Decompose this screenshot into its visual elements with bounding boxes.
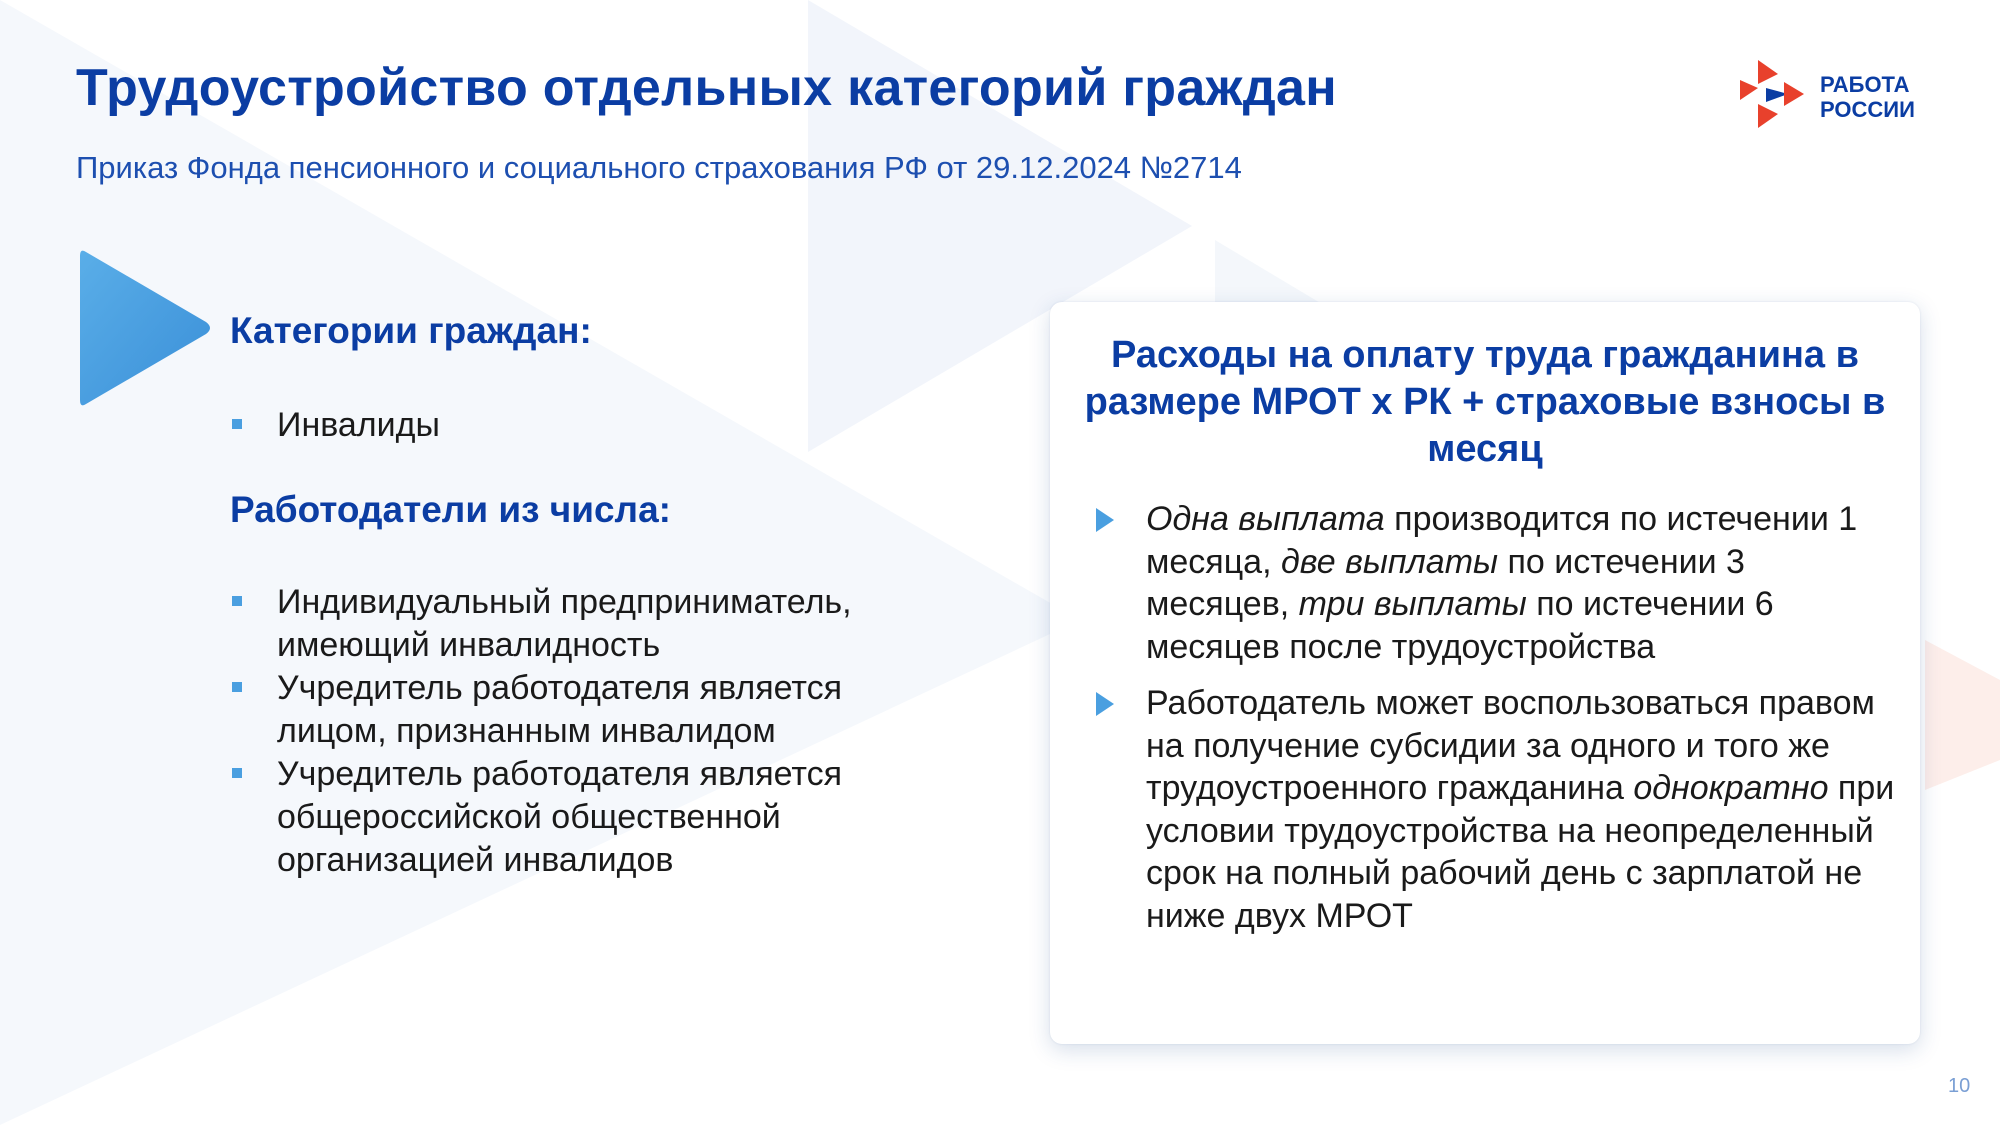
card-list [1096,498,1896,937]
list-item [230,667,870,753]
logo-text [1820,72,1915,122]
page-subtitle: Приказ Фонда пенсионного и социального страхования РФ от 29.12.2024 №2714 [76,150,1242,185]
card-text: по истечении 6 месяцев после трудоустройства [1146,585,1774,666]
triangle-bullet-icon [1096,692,1114,716]
square-bullet-icon [232,768,242,778]
logo-line-2: РОССИИ [1820,97,1915,122]
card-text: по истечении 3 месяцев, [1146,542,1745,623]
logo-line-1: РАБОТА [1820,72,1910,97]
list-item [230,753,870,882]
logo-mark-icon [1738,58,1810,130]
employers-list [230,581,870,882]
card-text: производится по истечении 1 месяца, [1146,500,1858,581]
play-triangle-icon [76,246,216,410]
card-list-item [1096,498,1896,668]
page-number: 10 [1948,1075,1971,1097]
emphasis-text: три выплаты [1298,585,1527,623]
rabota-rossii-logo [1738,58,1928,130]
categories-heading: Категории граждан: [230,310,592,351]
list-item-text: Учредитель работодателя является общероссийской общественной организацией инвалидов [277,755,842,879]
list-item-text: Учредитель работодателя является лицом, признанным инвалидом [277,669,842,750]
list-item [230,581,870,667]
triangle-bullet-icon [1096,508,1114,532]
card-text: Работодатель может воспользоваться правом на получение субсидии за одного и того же трудоустроенного гражданина [1146,684,1875,807]
square-bullet-icon [232,419,242,429]
employers-heading: Работодатели из числа: [230,489,671,530]
page-title: Трудоустройство отдельных категорий граждан [76,59,1337,117]
emphasis-text: две выплаты [1280,542,1499,581]
card-text: при условии трудоустройства на неопределенный срок на полный рабочий день с зарплатой не ниже двух МРОТ [1146,769,1895,935]
categories-list [230,404,870,447]
card-list-item [1096,682,1896,937]
square-bullet-icon [232,596,242,606]
list-item [230,404,870,447]
list-item-text: Инвалиды [277,406,440,444]
list-item-text: Индивидуальный предприниматель, имеющий инвалидность [277,583,852,664]
emphasis-text: Одна выплата [1146,500,1385,538]
subsidy-card [1050,302,1920,1044]
card-title: Расходы на оплату труда гражданина в размере МРОТ х РК + страховые взносы в месяц [1084,334,1886,470]
emphasis-text: однократно [1633,769,1829,807]
left-column [230,310,870,882]
square-bullet-icon [232,682,242,692]
